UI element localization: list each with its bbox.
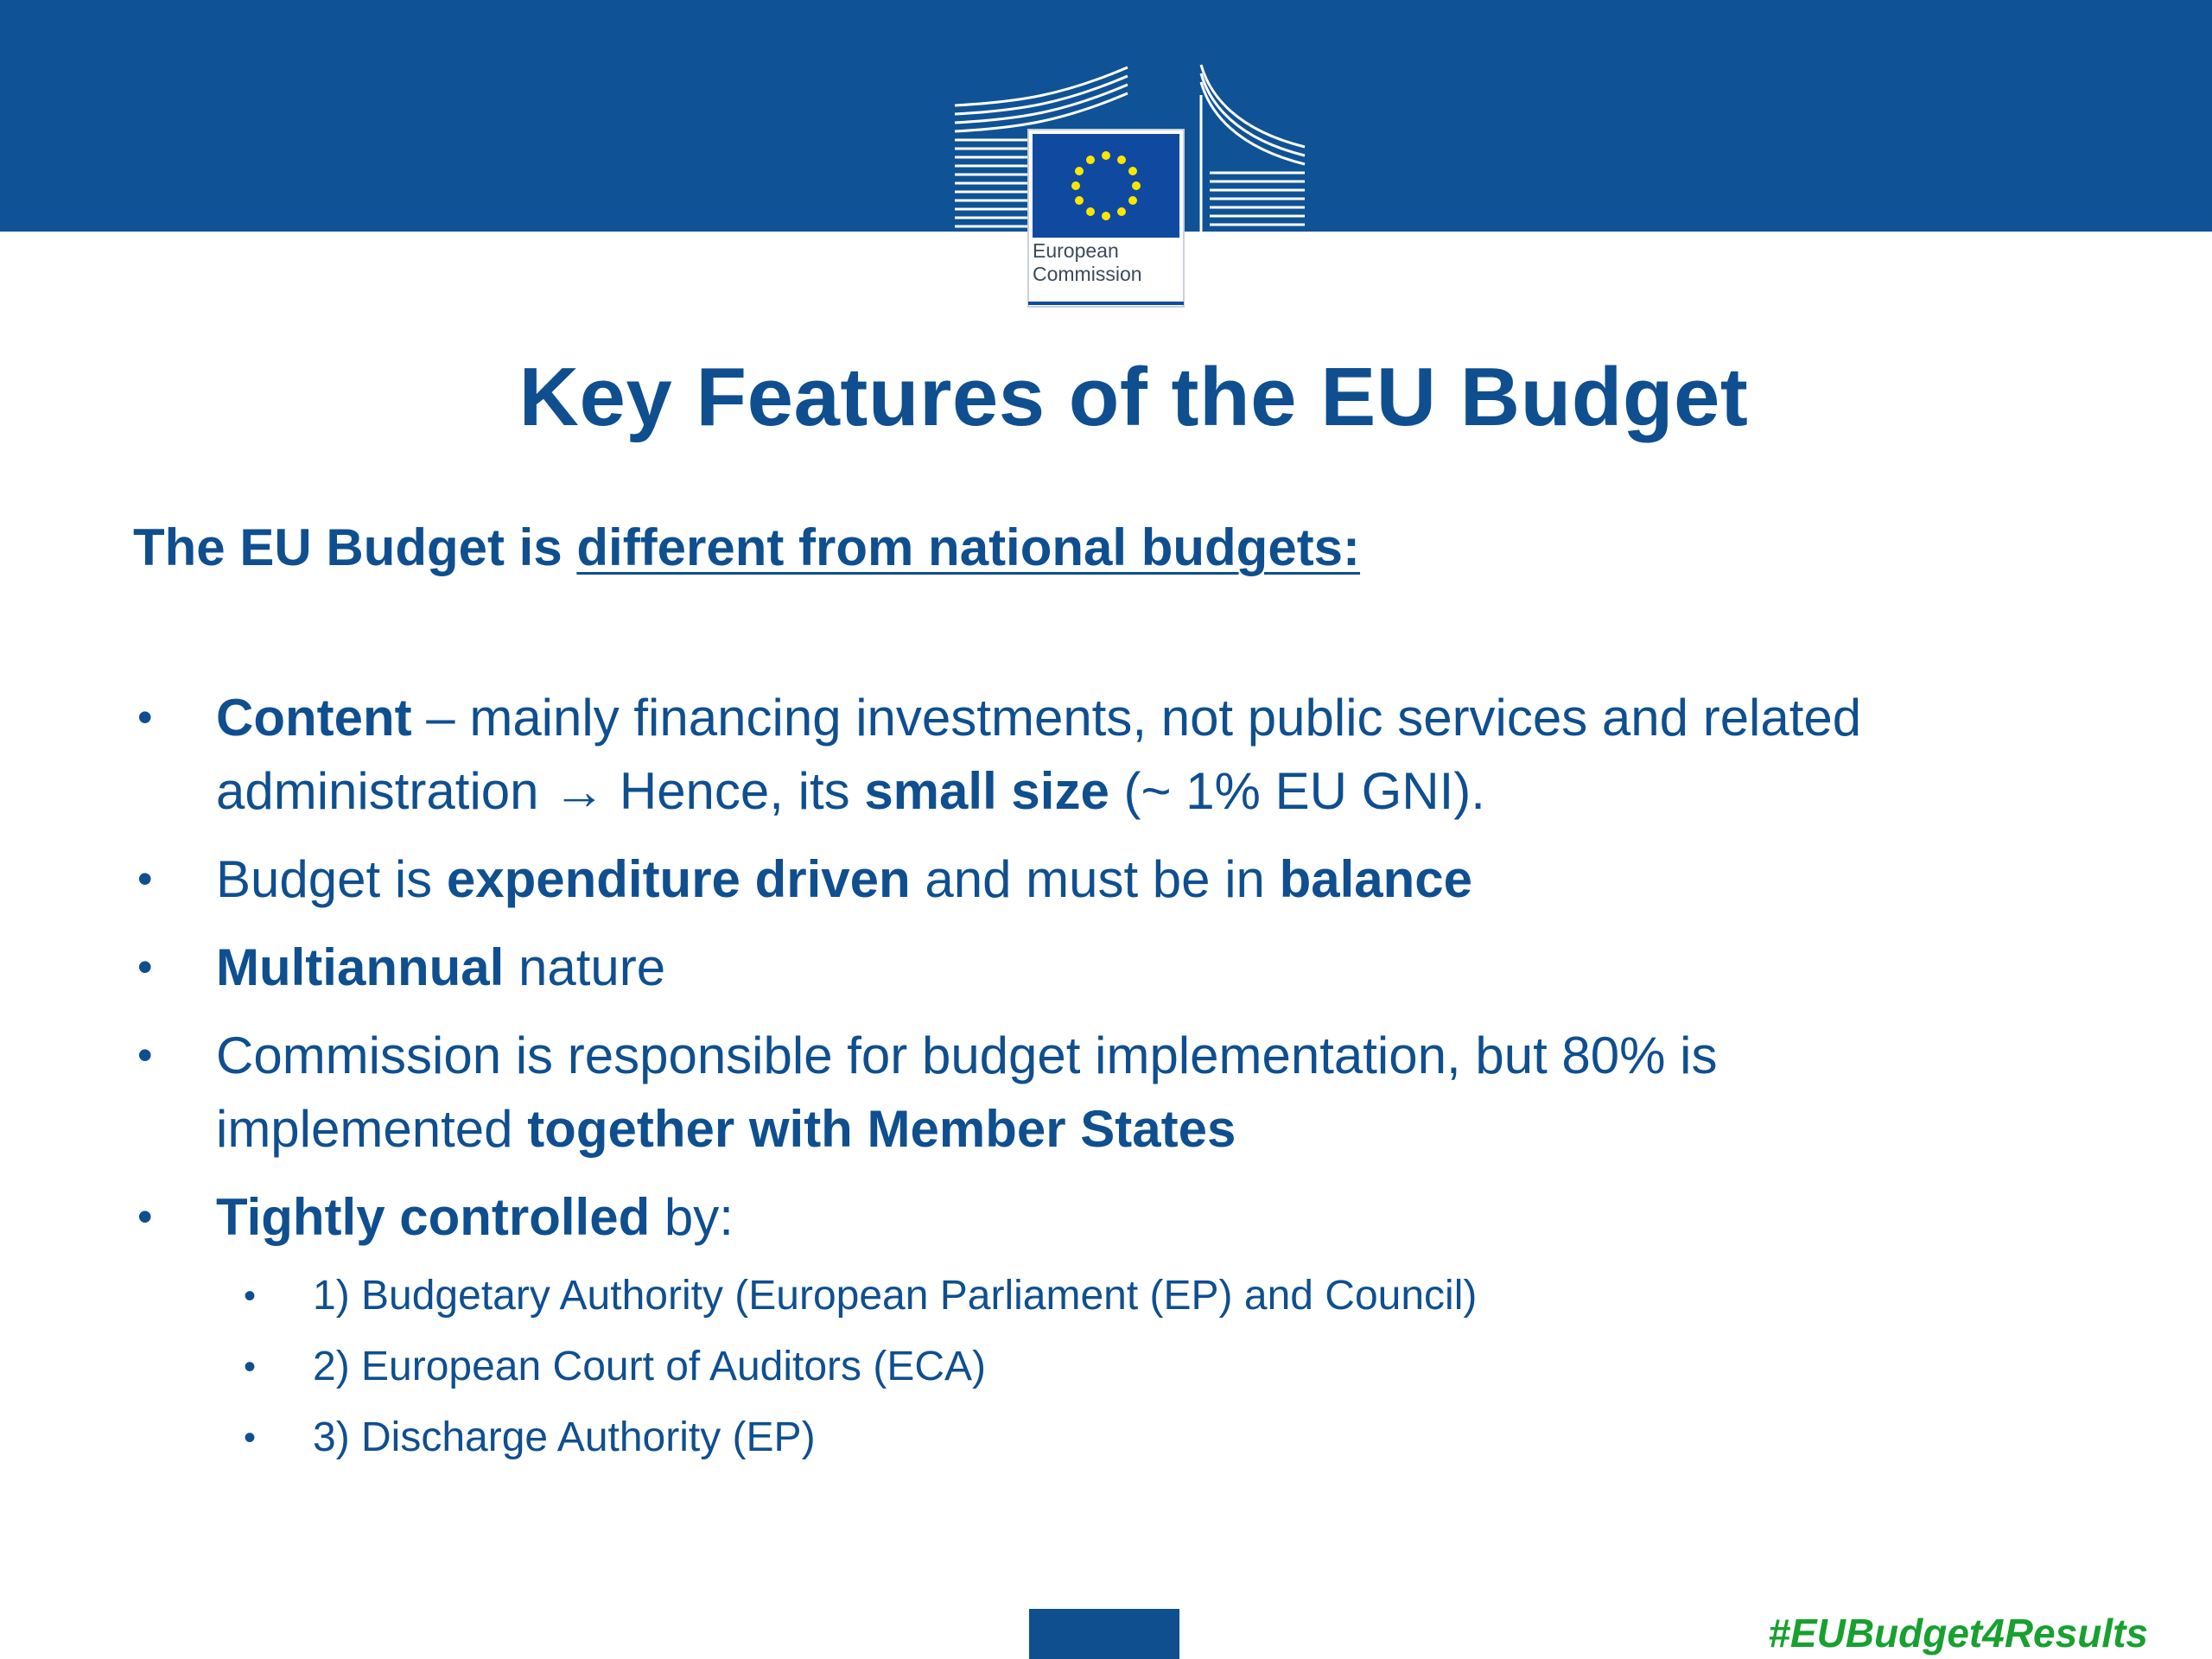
- sub-bullet-dot: •: [244, 1348, 257, 1386]
- page-title: Key Features of the EU Budget: [518, 351, 1749, 443]
- sub-bullet-list: [244, 1261, 1477, 1473]
- sub-bullet-dot: •: [244, 1277, 257, 1315]
- bullet-controlled: [131, 1180, 2119, 1254]
- bullet-line: [216, 931, 2119, 1004]
- bullet-bold: Multiannual: [216, 938, 505, 996]
- bullet-text: administration: [216, 762, 554, 820]
- logo-caption: [1033, 239, 1179, 286]
- sub-bullet-item: [244, 1332, 1477, 1402]
- bullet-text: (~ 1% EU GNI).: [1109, 762, 1485, 820]
- bullet-dot: •: [137, 943, 153, 991]
- bullet-text: nature: [504, 938, 666, 996]
- sub-bullet-dot: •: [244, 1419, 257, 1457]
- bullet-text: Budget is: [216, 850, 447, 908]
- bullet-bold: expenditure driven: [446, 850, 911, 908]
- bullet-dot: •: [137, 1192, 153, 1241]
- bullet-text: – mainly financing investments, not public services and related: [411, 689, 1862, 747]
- bullet-bold: small size: [864, 762, 1109, 820]
- bullet-content: [131, 681, 2119, 828]
- bullet-text: by:: [664, 1188, 734, 1246]
- bullet-line: [216, 754, 2119, 828]
- footer-tab: [1029, 1609, 1179, 1659]
- bullet-multiannual: [131, 931, 2119, 1004]
- hashtag: #EUBudget4Results: [1768, 1611, 2148, 1656]
- bullet-commission: [131, 1019, 2119, 1166]
- bullet-line: Commission is responsible for budget implementation, but 80% is: [216, 1027, 1718, 1084]
- bullet-bold: Content: [216, 689, 412, 747]
- bullet-line: [216, 681, 2119, 754]
- arrow-right-icon: →: [553, 762, 606, 820]
- bullet-list: [131, 681, 2119, 1268]
- logo-caption-line2: Commission: [1033, 263, 1142, 285]
- logo-caption-line1: European: [1033, 239, 1119, 262]
- bullet-bold: balance: [1279, 850, 1473, 908]
- subtitle-underlined: different from national budgets:: [576, 518, 1361, 576]
- bullet-expenditure: [131, 842, 2119, 916]
- subtitle-lead: The EU Budget is: [133, 518, 577, 576]
- sub-bullet-text: 1) Budgetary Authority (European Parliament (EP) and Council): [313, 1273, 1478, 1319]
- bullet-dot: •: [137, 1031, 153, 1079]
- bullet-text: implemented: [216, 1100, 528, 1158]
- bullet-line: [216, 1180, 2119, 1254]
- bullet-bold: Tightly controlled: [216, 1188, 664, 1246]
- bullet-bold: together with Member States: [527, 1100, 1236, 1158]
- sub-bullet-item: [244, 1261, 1477, 1332]
- sub-bullet-text: 2) European Court of Auditors (ECA): [313, 1344, 987, 1389]
- bullet-line: [216, 842, 2119, 916]
- bullet-dot: •: [137, 693, 153, 741]
- bullet-text: and must be in: [910, 850, 1280, 908]
- subtitle: [133, 515, 1360, 581]
- bullet-dot: •: [137, 855, 153, 903]
- bullet-text: Hence, its: [605, 762, 865, 820]
- sub-bullet-item: [244, 1402, 1477, 1473]
- bullet-line: [216, 1092, 2119, 1166]
- sub-bullet-text: 3) Discharge Authority (EP): [313, 1414, 816, 1460]
